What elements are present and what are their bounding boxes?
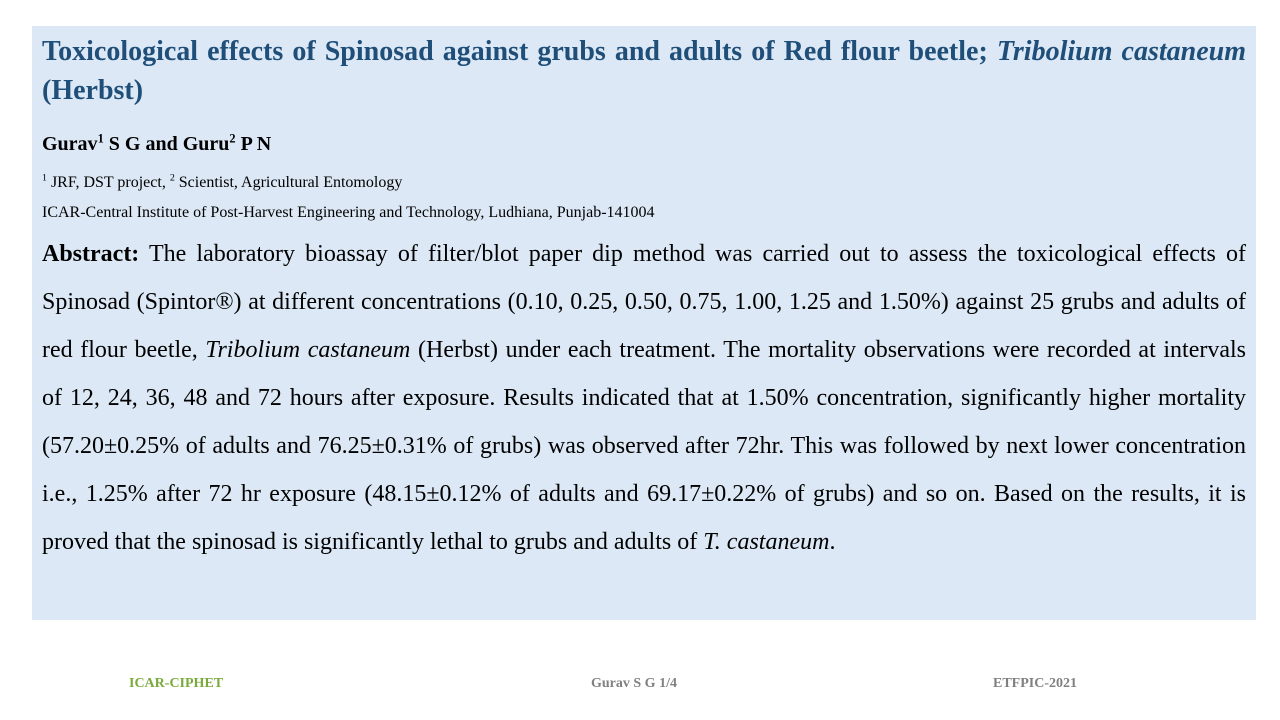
affiliation-1-marker: 1 [42,172,47,184]
abstract-text-2: (Herbst) under each treatment. The mortality observations were recorded at intervals of 12, 24, 36, 48 and 72 hours after exposure. Results indicated that at 1.50% concentration, significantly higher mortality (57.20±0.25% of adults and 76.25±0.31% of grubs) was observed after 72hr. This was followed by next lower concentration i.e., 1.25% after 72 hr exposure (48.15±0.12% of adults and 69.17±0.22% of grubs) and so on. Based on the results, it is proved that the spinosad is significantly lethal to grubs and adults of [42,337,1247,555]
abstract-panel [32,26,1256,620]
title-authority: (Herbst) [42,75,144,106]
title-text: Toxicological effects of Spinosad against grubs and adults of Red flour beetle; [42,36,997,67]
author-1-affiliation-marker: 1 [97,131,104,146]
institute-name: ICAR-Central Institute of Post-Harvest Engineering and Technology, Ludhiana, Punjab-141004 [42,204,655,221]
title-species-name: Tribolium castaneum [996,36,1246,67]
authors-line [42,132,1246,156]
abstract-species-name: Tribolium castaneum [205,337,411,363]
footer-event: ETFPIC-2021 [993,676,1077,691]
footer-organization: ICAR-CIPHET [129,676,224,691]
author-2-name: S G and Guru [103,133,230,155]
abstract-text-3: . [829,529,836,555]
affiliation-1-text: JRF, DST project, [46,174,170,191]
author-1-name: Gurav [42,133,98,155]
abstract-text-1: The laboratory bioassay of filter/blot paper dip method was carried out to assess the toxicological effects of Spinosad (Spintor®) at different concentrations (0.10, 0.25, 0.50, 0.75, 1.00, 1.25 and 1.50%) against 25 grubs and adults of red flour beetle, [42,241,1246,363]
affiliation-roles [42,168,1246,198]
abstract-label: Abstract: [42,241,140,267]
affiliations [42,168,1246,228]
paper-title [42,32,1246,110]
affiliation-2-text: Scientist, Agricultural Entomology [174,174,403,191]
author-2-affiliation-marker: 2 [229,131,236,146]
author-2-initials: P N [235,133,272,155]
abstract-body [42,230,1246,566]
affiliation-2-marker: 2 [169,172,175,184]
footer-slide-number: Gurav S G 1/4 [591,676,677,691]
abstract-species-short: T. castaneum [703,529,830,555]
